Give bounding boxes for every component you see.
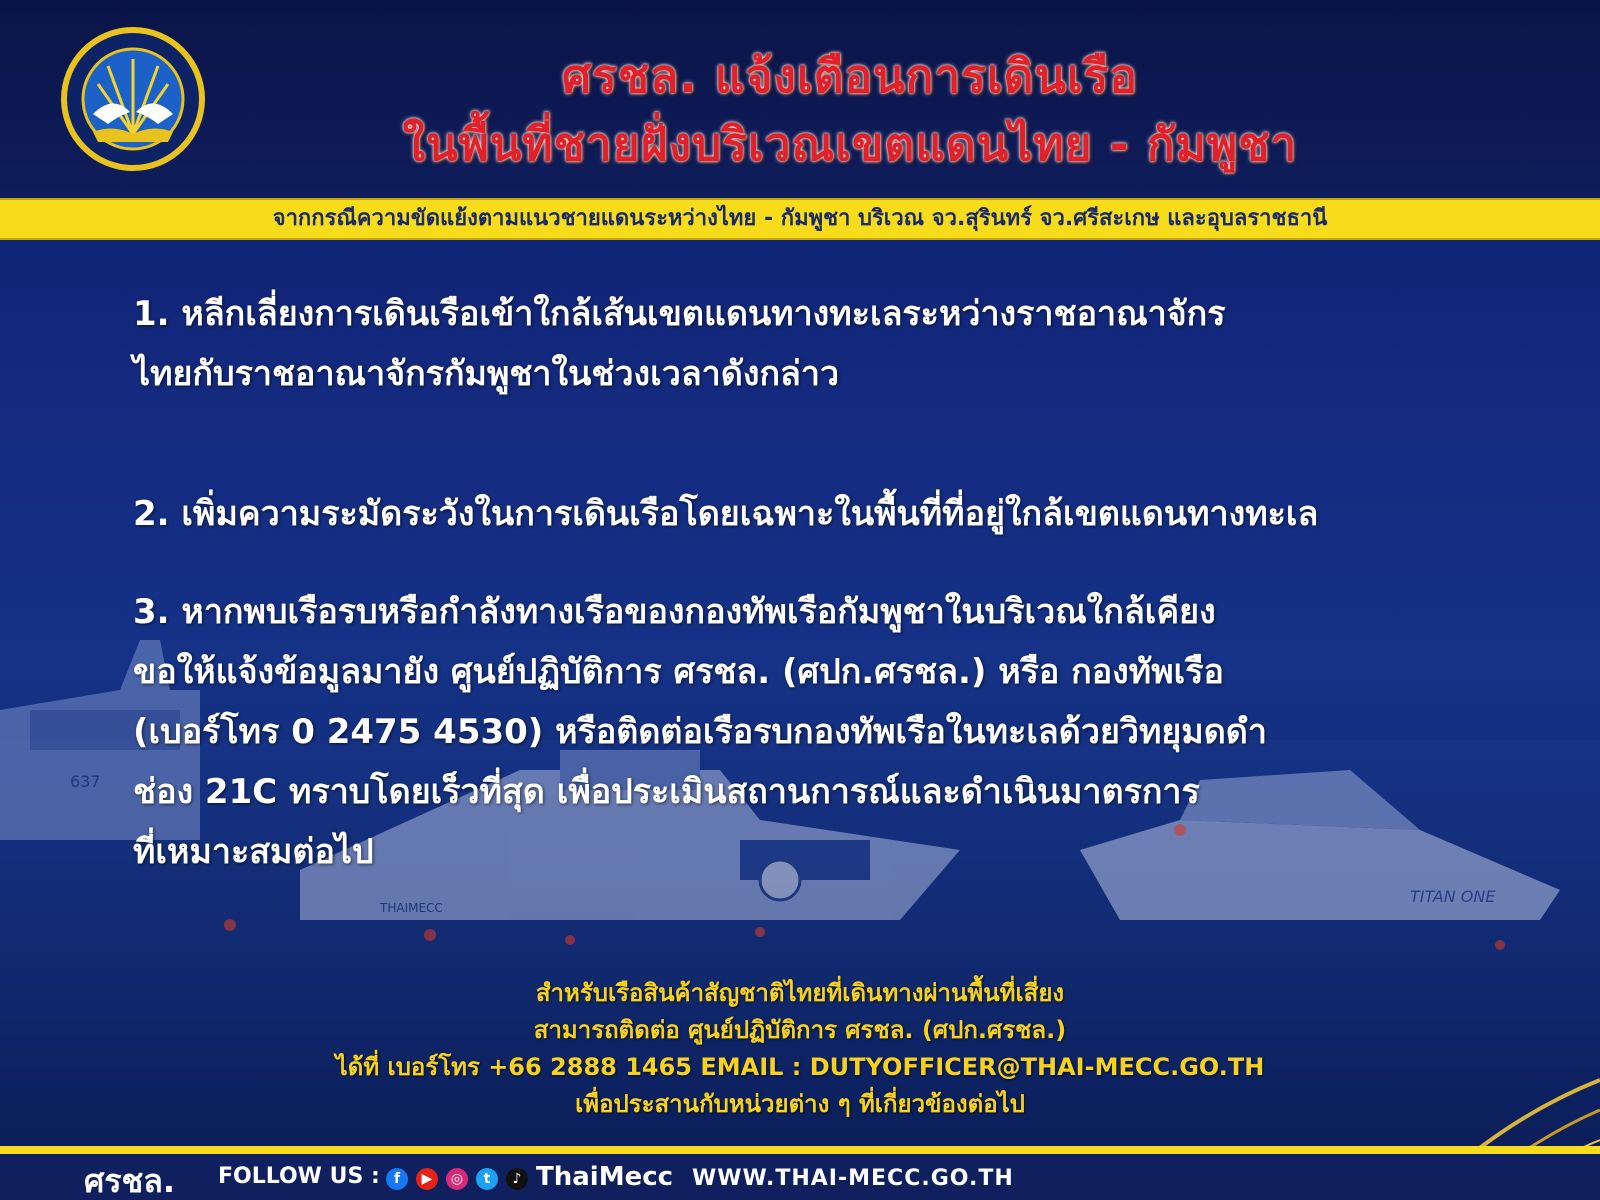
footnote-line-3: ได้ที่ เบอร์โทร +66 2888 1465 EMAIL : DUTYOFFICER@THAI-MECC.GO.TH bbox=[335, 1053, 1265, 1081]
tiktok-icon[interactable]: ♪ bbox=[506, 1168, 528, 1190]
contact-footnote bbox=[0, 975, 1600, 1123]
header bbox=[0, 0, 1600, 198]
svg-text:637: 637 bbox=[70, 772, 101, 791]
footer-bar bbox=[0, 1154, 1600, 1200]
title-line-2: ในพื้นที่ชายฝั่งบริเวณเขตแดนไทย - กัมพูชา bbox=[402, 117, 1298, 171]
advisory-item-3-line-2: ขอให้แจ้งข้อมูลมายัง ศูนย์ปฏิบัติการ ศรชล. (ศปก.ศรชล.) หรือ กองทัพเรือ bbox=[133, 652, 1224, 692]
advisory-item-1-line-1: 1. หลีกเลี่ยงการเดินเรือเข้าใกล้เส้นเขตแดนทางทะเลระหว่างราชอาณาจักร bbox=[133, 294, 1226, 334]
facebook-icon[interactable]: f bbox=[386, 1168, 408, 1190]
thaimecc-logo-icon bbox=[58, 24, 208, 174]
advisory-item-2 bbox=[133, 484, 1553, 544]
footnote-line-2: สามารถติดต่อ ศูนย์ปฏิบัติการ ศรชล. (ศปก.ศรชล.) bbox=[533, 1016, 1067, 1044]
title-line-1: ศรชล. แจ้งเตือนการเดินเรือ bbox=[561, 49, 1139, 103]
svg-text:THAIMECC: THAIMECC bbox=[380, 901, 443, 915]
footnote-line-1: สำหรับเรือสินค้าสัญชาติไทยที่เดินทางผ่านพื้นที่เสี่ยง bbox=[535, 979, 1065, 1007]
context-banner bbox=[0, 198, 1600, 240]
banner-text: จากกรณีความขัดแย้งตามแนวชายแดนระหว่างไทย - กัมพูชา บริเวณ จว.สุรินทร์ จว.ศรีสะเกษ และอุบลราชธานี bbox=[272, 206, 1328, 231]
advisory-item-3 bbox=[133, 582, 1473, 882]
advisory-item-3-line-1: 3. หากพบเรือรบหรือกำลังทางเรือของกองทัพเรือกัมพูชาในบริเวณใกล้เคียง bbox=[133, 592, 1216, 632]
advisory-item-1-line-2: ไทยกับราชอาณาจักรกัมพูชาในช่วงเวลาดังกล่าว bbox=[133, 354, 840, 394]
footer-logo: ศรชล. bbox=[84, 1162, 175, 1200]
instagram-icon[interactable]: ◎ bbox=[446, 1168, 468, 1190]
footer-yellow-line bbox=[0, 1146, 1600, 1154]
advisory-item-3-line-3: (เบอร์โทร 0 2475 4530) หรือติดต่อเรือรบกองทัพเรือในทะเลด้วยวิทยุมดดำ bbox=[133, 712, 1267, 752]
footnote-line-4: เพื่อประสานกับหน่วยต่าง ๆ ที่เกี่ยวข้องต่อไป bbox=[575, 1090, 1025, 1118]
youtube-icon[interactable]: ▶ bbox=[416, 1168, 438, 1190]
website-link[interactable]: WWW.THAI-MECC.GO.TH bbox=[692, 1166, 1014, 1191]
advisory-item-3-line-5: ที่เหมาะสมต่อไป bbox=[133, 832, 374, 872]
advisory-item-1 bbox=[133, 284, 1473, 404]
advisory-item-2-line-1: 2. เพิ่มความระมัดระวังในการเดินเรือโดยเฉพาะในพื้นที่ที่อยู่ใกล้เขตแดนทางทะเล bbox=[133, 494, 1319, 534]
svg-text:TITAN ONE: TITAN ONE bbox=[1410, 887, 1496, 906]
follow-us-label: FOLLOW US : bbox=[218, 1164, 380, 1189]
twitter-icon[interactable]: t bbox=[476, 1168, 498, 1190]
advisory-item-3-line-4: ช่อง 21C ทราบโดยเร็วที่สุด เพื่อประเมินสถานการณ์และดำเนินมาตรการ bbox=[133, 772, 1200, 812]
social-handle[interactable]: ThaiMecc bbox=[536, 1162, 674, 1192]
